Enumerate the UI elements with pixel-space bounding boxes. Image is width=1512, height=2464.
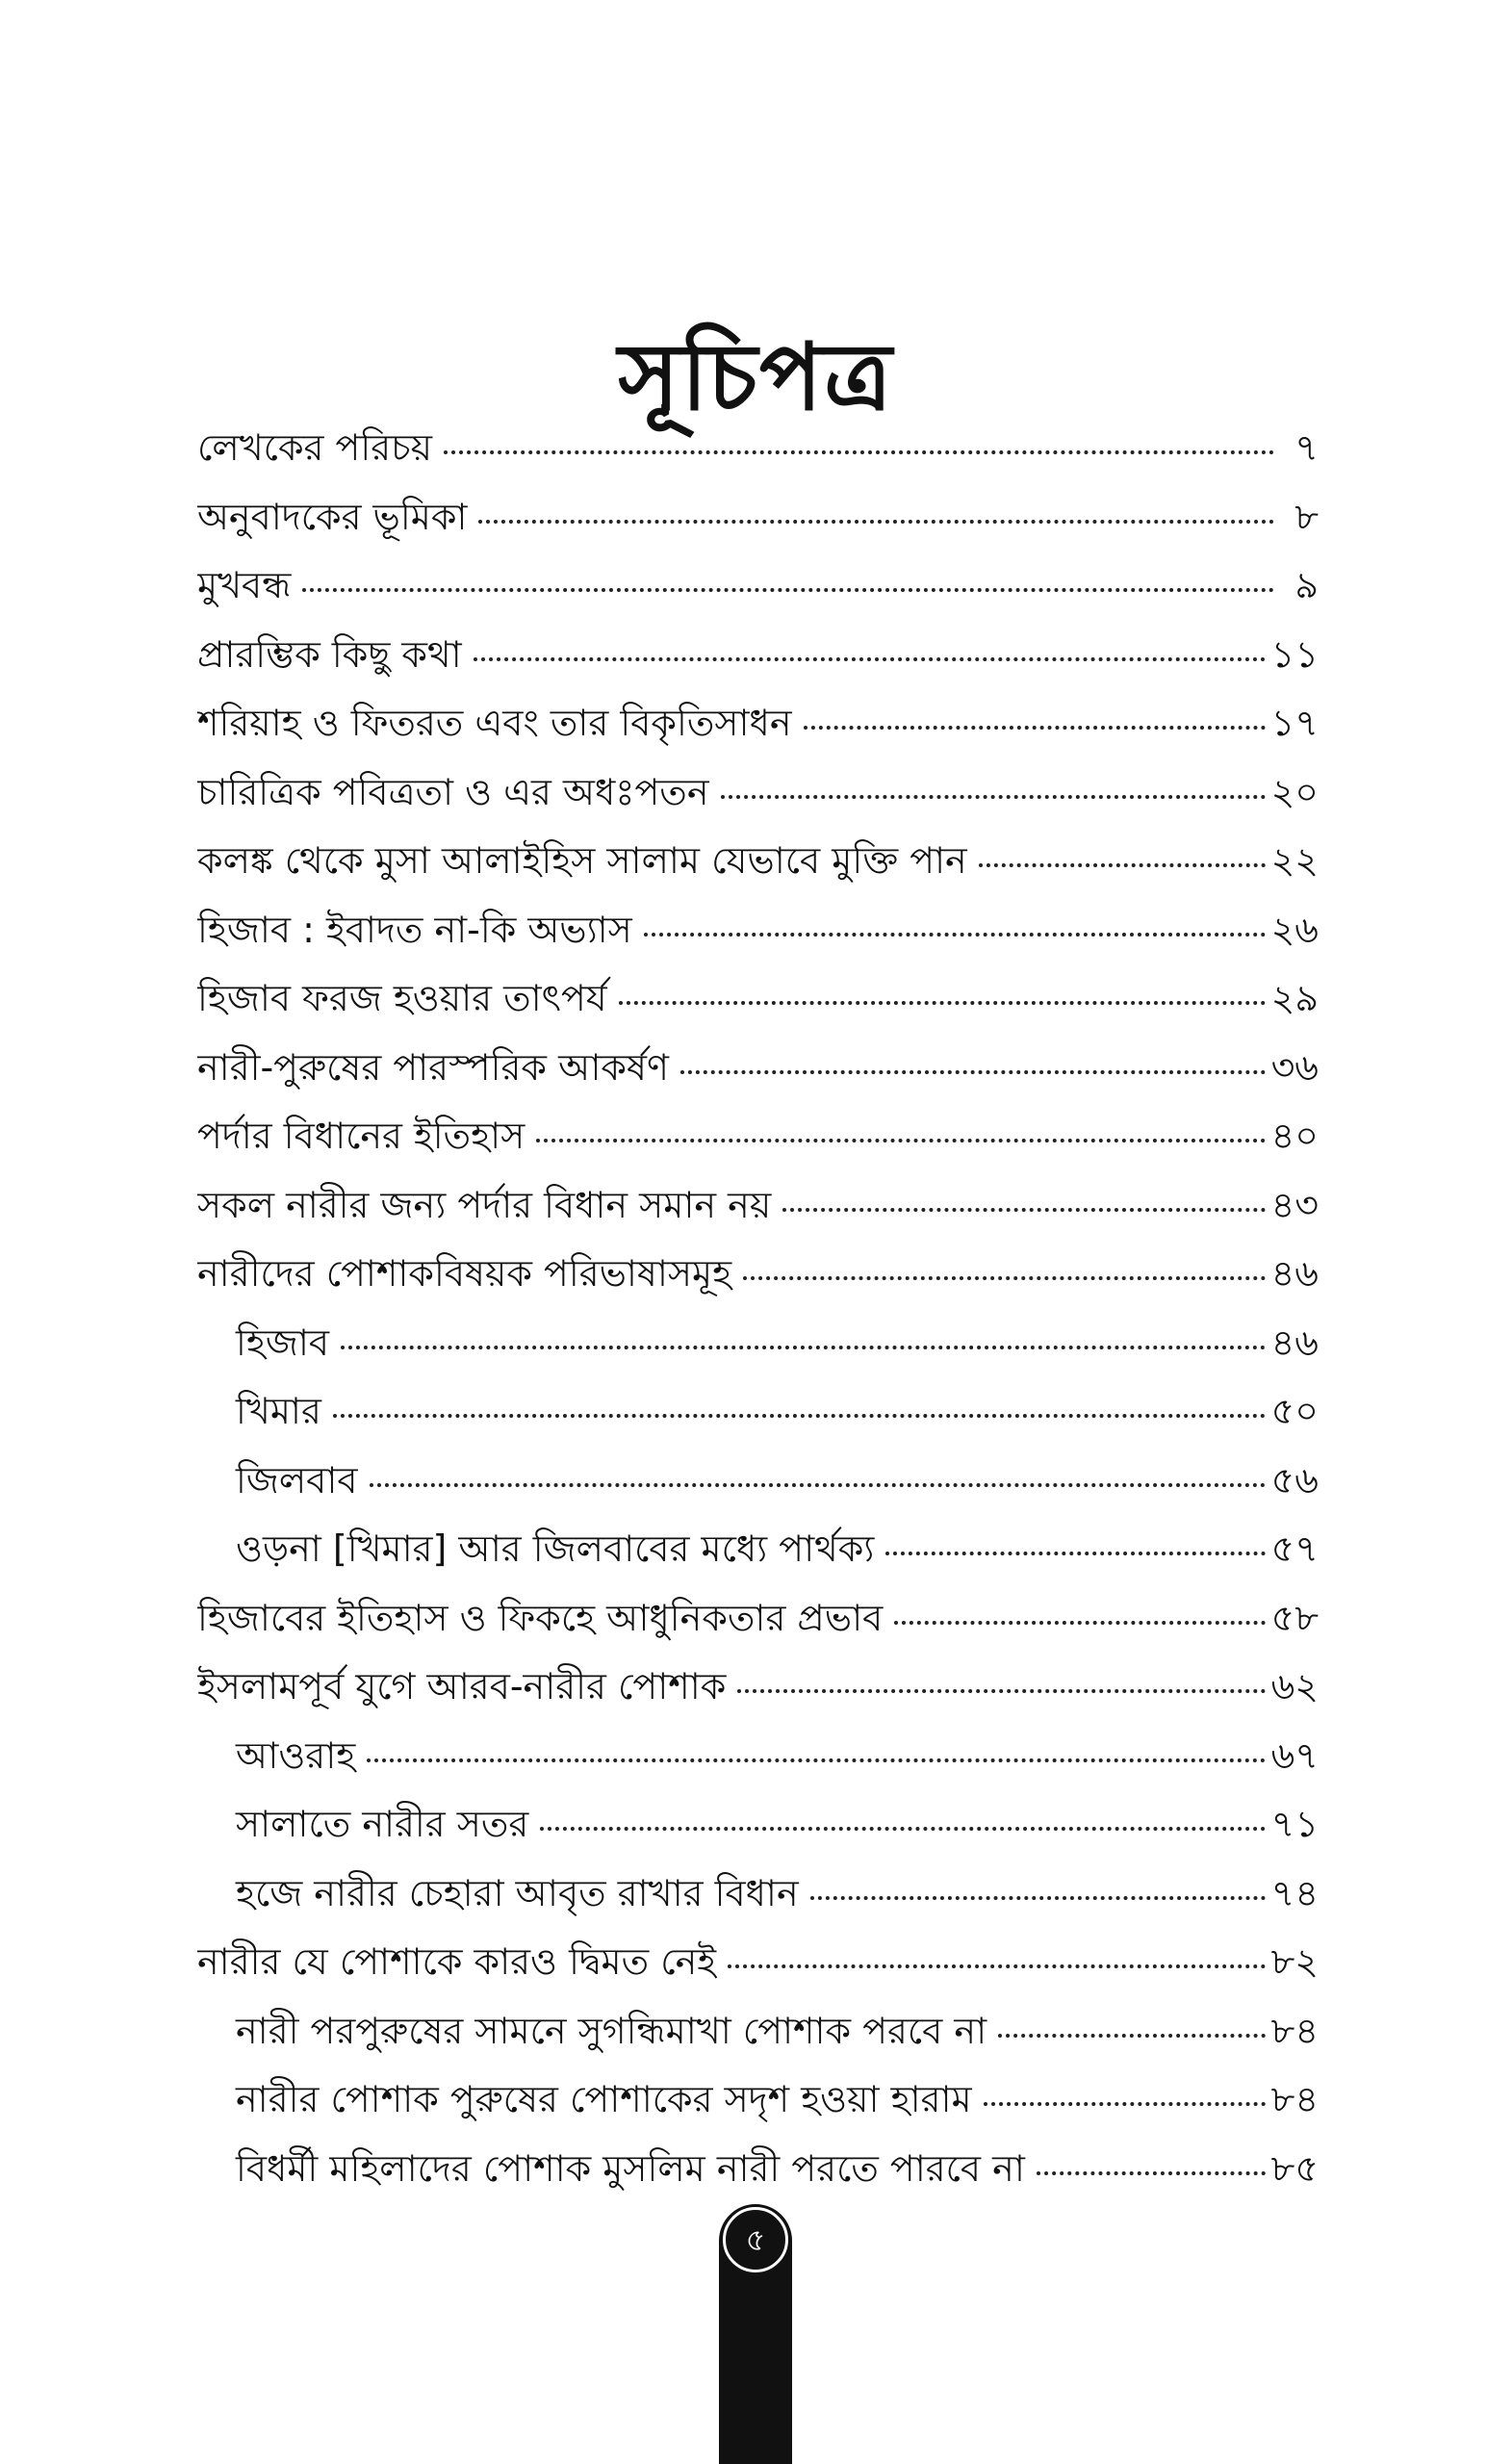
toc-entry-page: ২০ bbox=[1270, 770, 1319, 813]
toc-dot-leader bbox=[1037, 2171, 1266, 2175]
toc-dot-leader bbox=[894, 1621, 1265, 1625]
toc-dot-leader bbox=[885, 1552, 1265, 1555]
toc-entry-page: ৮৪ bbox=[1270, 2078, 1319, 2120]
toc-entry bbox=[197, 2066, 1319, 2135]
toc-entry-title: বিধর্মী মহিলাদের পোশাক মুসলিম নারী পরতে পারবে না bbox=[236, 2146, 1025, 2190]
toc-entry-title: জিলবাব bbox=[236, 1458, 358, 1502]
toc-entry-title: প্রারম্ভিক কিছু কথা bbox=[197, 632, 462, 676]
toc-entry-title: হিজাব : ইবাদত না-কি অভ্যাস bbox=[197, 908, 632, 951]
table-of-contents bbox=[197, 414, 1319, 2203]
toc-entry-title: হিজাবের ইতিহাস ও ফিকহে আধুনিকতার প্রভাব bbox=[197, 1596, 884, 1639]
toc-entry-page: ৫৬ bbox=[1270, 1458, 1319, 1502]
toc-entry-page: ৬৭ bbox=[1270, 1733, 1319, 1777]
toc-entry-page: ৩৬ bbox=[1270, 1045, 1319, 1089]
toc-entry-page: ৮৫ bbox=[1270, 2146, 1319, 2190]
toc-dot-leader bbox=[536, 1139, 1265, 1142]
toc-dot-leader bbox=[804, 726, 1266, 730]
toc-entry bbox=[197, 414, 1319, 483]
toc-entry bbox=[197, 964, 1319, 1034]
toc-entry bbox=[197, 1034, 1319, 1103]
toc-entry-page: ৪০ bbox=[1270, 1115, 1319, 1157]
toc-entry bbox=[197, 1377, 1319, 1447]
toc-entry-page: ৭ bbox=[1294, 426, 1319, 469]
toc-dot-leader bbox=[979, 863, 1266, 867]
page-number: ৫ bbox=[723, 2207, 788, 2272]
toc-entry-title: শরিয়াহ ও ফিতরত এবং তার বিকৃতিসাধন bbox=[197, 702, 792, 744]
toc-dot-leader bbox=[370, 1483, 1266, 1487]
toc-dot-leader bbox=[540, 1827, 1265, 1831]
toc-entry-page: ১৭ bbox=[1270, 702, 1319, 744]
toc-dot-leader bbox=[333, 1414, 1266, 1418]
toc-dot-leader bbox=[998, 2034, 1266, 2038]
toc-entry-title: মুখবন্ধ bbox=[197, 564, 292, 606]
toc-entry-title: লেখকের পরিচয় bbox=[197, 426, 432, 469]
toc-entry-title: খিমার bbox=[236, 1390, 321, 1432]
toc-entry bbox=[197, 1860, 1319, 1929]
toc-entry-page: ৮৪ bbox=[1270, 2009, 1319, 2052]
toc-dot-leader bbox=[644, 933, 1266, 937]
toc-entry bbox=[197, 2135, 1319, 2204]
toc-entry-page: ২৬ bbox=[1270, 908, 1319, 951]
toc-entry-page: ১১ bbox=[1270, 632, 1319, 676]
toc-entry-page: ৯ bbox=[1294, 564, 1319, 606]
toc-entry-title: সকল নারীর জন্য পর্দার বিধান সমান নয় bbox=[197, 1183, 772, 1226]
toc-entry bbox=[197, 1653, 1319, 1722]
toc-entry-title: নারীর যে পোশাকে কারও দ্বিমত নেই bbox=[197, 1940, 717, 1983]
toc-entry bbox=[197, 1171, 1319, 1241]
toc-entry-page: ৭৪ bbox=[1270, 1871, 1319, 1914]
toc-dot-leader bbox=[341, 1346, 1266, 1349]
toc-entry bbox=[197, 1928, 1319, 1997]
toc-entry bbox=[197, 896, 1319, 965]
toc-entry-title: হজে নারীর চেহারা আবৃত রাখার বিধান bbox=[236, 1871, 799, 1914]
toc-dot-leader bbox=[721, 795, 1266, 799]
toc-dot-leader bbox=[810, 1896, 1266, 1900]
toc-entry-title: চারিত্রিক পবিত্রতা ও এর অধঃপতন bbox=[197, 770, 709, 813]
toc-entry-page: ৪৬ bbox=[1270, 1321, 1319, 1364]
toc-entry-page: ৪৩ bbox=[1270, 1183, 1319, 1226]
toc-entry-page: ৪৬ bbox=[1270, 1252, 1319, 1295]
toc-entry bbox=[197, 758, 1319, 828]
toc-entry-title: পর্দার বিধানের ইতিহাস bbox=[197, 1115, 525, 1157]
toc-dot-leader bbox=[984, 2102, 1266, 2106]
toc-entry-page: ৮২ bbox=[1270, 1940, 1319, 1983]
toc-entry-title: নারী পরপুরুষের সামনে সুগন্ধিমাখা পোশাক পরবে না bbox=[236, 2009, 987, 2052]
toc-entry bbox=[197, 827, 1319, 896]
page-title: সূচিপত্র bbox=[618, 323, 894, 432]
toc-dot-leader bbox=[474, 657, 1266, 661]
toc-entry bbox=[197, 1997, 1319, 2066]
toc-entry-title: নারীদের পোশাকবিষয়ক পরিভাষাসমূহ bbox=[197, 1252, 732, 1295]
toc-dot-leader bbox=[444, 450, 1274, 454]
toc-entry bbox=[197, 1102, 1319, 1171]
toc-entry-page: ৭১ bbox=[1270, 1803, 1319, 1845]
toc-dot-leader bbox=[782, 1208, 1265, 1212]
toc-dot-leader bbox=[743, 1276, 1266, 1280]
toc-entry bbox=[197, 1790, 1319, 1860]
toc-entry-page: ৫৭ bbox=[1270, 1527, 1319, 1570]
toc-dot-leader bbox=[478, 520, 1274, 524]
toc-entry-page: ৮ bbox=[1294, 495, 1319, 538]
toc-dot-leader bbox=[619, 1001, 1266, 1005]
toc-entry bbox=[197, 1515, 1319, 1584]
toc-entry-page: ৫৮ bbox=[1270, 1596, 1319, 1639]
toc-dot-leader bbox=[728, 1964, 1266, 1968]
toc-entry bbox=[197, 483, 1319, 552]
toc-entry-page: ৫০ bbox=[1270, 1390, 1319, 1432]
toc-entry-page: ২২ bbox=[1270, 839, 1319, 882]
toc-dot-leader bbox=[367, 1758, 1265, 1762]
toc-entry bbox=[197, 1447, 1319, 1516]
toc-entry-page: ৬২ bbox=[1270, 1665, 1319, 1707]
toc-entry bbox=[197, 689, 1319, 758]
toc-entry-title: ইসলামপূর্ব যুগে আরব-নারীর পোশাক bbox=[197, 1665, 727, 1707]
toc-entry-title: নারী-পুরুষের পারস্পরিক আকর্ষণ bbox=[197, 1045, 669, 1089]
toc-dot-leader bbox=[680, 1070, 1266, 1074]
toc-entry-title: হিজাব bbox=[236, 1321, 330, 1364]
toc-entry bbox=[197, 1240, 1319, 1309]
toc-entry-page: ২৯ bbox=[1270, 977, 1319, 1019]
toc-entry bbox=[197, 1722, 1319, 1791]
toc-dot-leader bbox=[737, 1689, 1265, 1693]
toc-entry-title: সালাতে নারীর সতর bbox=[236, 1803, 529, 1845]
toc-entry-title: কলঙ্ক থেকে মুসা আলাইহিস সালাম যেভাবে মুক্তি পান bbox=[197, 839, 967, 882]
toc-entry bbox=[197, 621, 1319, 690]
toc-entry bbox=[197, 1309, 1319, 1378]
toc-entry-title: নারীর পোশাক পুরুষের পোশাকের সদৃশ হওয়া হারাম bbox=[236, 2078, 972, 2120]
toc-entry-title: হিজাব ফরজ হওয়ার তাৎপর্য bbox=[197, 977, 607, 1019]
toc-entry-title: ওড়না [খিমার] আর জিলবাবের মধ্যে পার্থক্য bbox=[236, 1527, 875, 1570]
toc-dot-leader bbox=[302, 588, 1274, 592]
toc-entry bbox=[197, 1584, 1319, 1654]
toc-entry-title: অনুবাদকের ভূমিকা bbox=[197, 495, 468, 538]
toc-entry-title: আওরাহ bbox=[236, 1733, 356, 1777]
toc-entry bbox=[197, 552, 1319, 621]
